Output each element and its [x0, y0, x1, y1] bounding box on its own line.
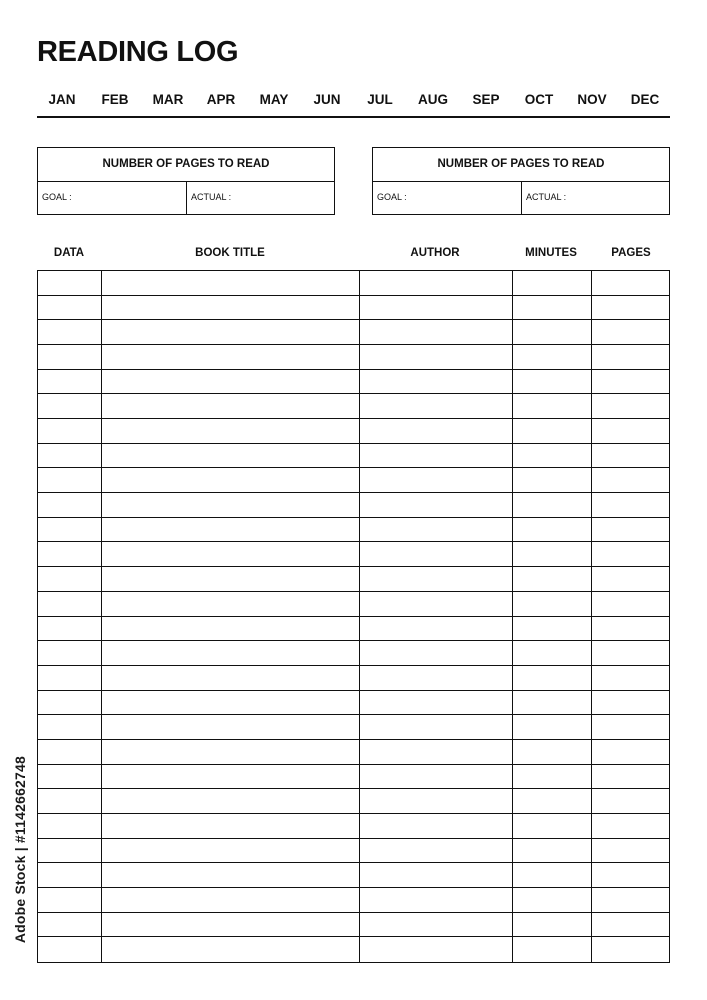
- month-jul[interactable]: JUL: [367, 92, 393, 107]
- table-column-divider: [591, 271, 592, 962]
- goal-field[interactable]: GOAL :: [377, 192, 407, 202]
- actual-field[interactable]: ACTUAL :: [186, 182, 334, 214]
- table-row-line: [38, 517, 669, 518]
- table-row-line: [38, 566, 669, 567]
- pages-goal-box-left: [37, 147, 335, 215]
- column-header-minutes: MINUTES: [525, 247, 577, 259]
- pages-box-heading: NUMBER OF PAGES TO READ: [38, 148, 334, 182]
- table-column-divider: [359, 271, 360, 962]
- table-row-line: [38, 764, 669, 765]
- table-row-line: [38, 887, 669, 888]
- table-row-line: [38, 862, 669, 863]
- month-feb[interactable]: FEB: [101, 92, 129, 107]
- table-row-line: [38, 788, 669, 789]
- table-row-line: [38, 690, 669, 691]
- month-mar[interactable]: MAR: [152, 92, 184, 107]
- table-row-line: [38, 344, 669, 345]
- table-row-line: [38, 393, 669, 394]
- table-row-line: [38, 443, 669, 444]
- table-row-line: [38, 295, 669, 296]
- table-row-line: [38, 739, 669, 740]
- goal-field[interactable]: GOAL :: [42, 192, 72, 202]
- month-nov[interactable]: NOV: [577, 92, 607, 107]
- table-row-line: [38, 912, 669, 913]
- reading-log-table[interactable]: [37, 270, 670, 963]
- month-dec[interactable]: DEC: [630, 92, 660, 107]
- table-row-line: [38, 541, 669, 542]
- table-row-line: [38, 492, 669, 493]
- month-apr[interactable]: APR: [206, 92, 236, 107]
- actual-field[interactable]: ACTUAL :: [521, 182, 669, 214]
- table-row-line: [38, 813, 669, 814]
- table-row-line: [38, 467, 669, 468]
- page-title: READING LOG: [37, 36, 239, 68]
- table-row-line: [38, 418, 669, 419]
- month-may[interactable]: MAY: [259, 92, 289, 107]
- table-column-divider: [512, 271, 513, 962]
- table-row-line: [38, 319, 669, 320]
- pages-box-heading: NUMBER OF PAGES TO READ: [373, 148, 669, 182]
- table-row-line: [38, 640, 669, 641]
- table-row-line: [38, 665, 669, 666]
- pages-goal-box-right: [372, 147, 670, 215]
- column-header-author: AUTHOR: [410, 247, 460, 259]
- table-row-line: [38, 714, 669, 715]
- table-row-line: [38, 838, 669, 839]
- table-row-line: [38, 936, 669, 937]
- month-bar: [37, 90, 670, 118]
- table-row-line: [38, 591, 669, 592]
- column-header-book-title: BOOK TITLE: [195, 247, 265, 259]
- month-sep[interactable]: SEP: [472, 92, 500, 107]
- table-row-line: [38, 369, 669, 370]
- table-row-line: [38, 616, 669, 617]
- stock-watermark-id: Adobe Stock | #1142662748: [12, 756, 28, 944]
- month-oct[interactable]: OCT: [524, 92, 554, 107]
- month-jan[interactable]: JAN: [48, 92, 76, 107]
- table-column-divider: [101, 271, 102, 962]
- column-header-pages: PAGES: [611, 247, 651, 259]
- month-jun[interactable]: JUN: [313, 92, 341, 107]
- column-header-data: DATA: [53, 247, 85, 259]
- month-aug[interactable]: AUG: [418, 92, 448, 107]
